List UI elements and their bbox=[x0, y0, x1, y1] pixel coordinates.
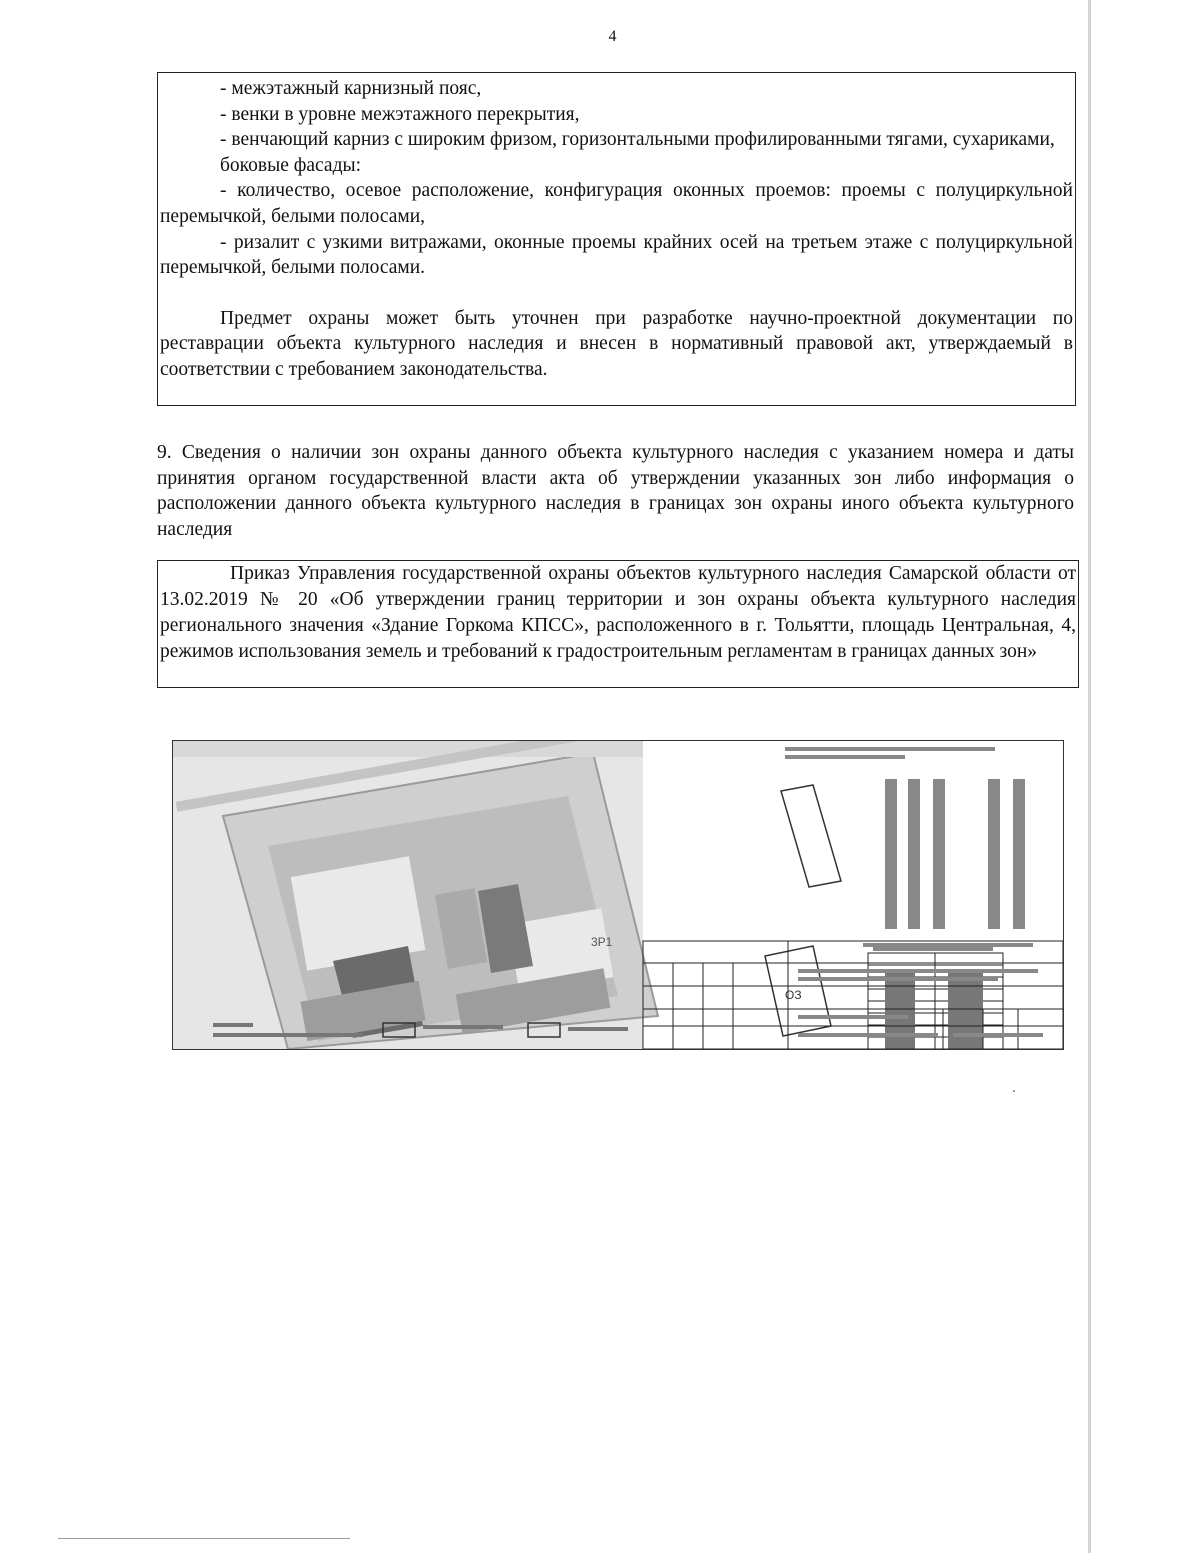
protection-zones-box bbox=[157, 560, 1079, 688]
zone-label-a: 3Р1 bbox=[591, 935, 613, 949]
protection-subject-box bbox=[157, 72, 1076, 406]
protection-item: - количество, осевое расположение, конфигурация оконных проемов: проемы с полуциркульной перемычкой, белыми полосами, bbox=[160, 180, 1073, 227]
scan-speck bbox=[1013, 1090, 1015, 1092]
zone-map-drawing bbox=[173, 741, 1063, 1049]
section-9-heading: 9. Сведения о наличии зон охраны данного объекта культурного наследия с указанием номера и даты принятия органом государственной власти акта об утверждении указанных зон либо информация о расположении данного объекта культурного наследия в границах зон охраны иного объекта культурного наследия bbox=[157, 442, 1074, 540]
zone-map bbox=[172, 740, 1064, 1050]
protection-item: - ризалит с узкими витражами, оконные проемы крайних осей на третьем этаже с полуциркульной перемычкой, белыми полосами. bbox=[160, 231, 1073, 279]
zone-label-b: ОЗ bbox=[785, 988, 802, 1002]
page-number: 4 bbox=[608, 28, 617, 45]
protection-item: - венки в уровне межэтажного перекрытия, bbox=[220, 103, 580, 125]
protection-subheading: боковые фасады: bbox=[220, 154, 362, 176]
protection-note: Предмет охраны может быть уточнен при разработке научно-проектной документации по реставрации объекта культурного наследия и внесен в нормативный правовой акт, утверждаемый в соответствии с требованием законодательства. bbox=[160, 307, 1073, 380]
protection-item: - межэтажный карнизный пояс, bbox=[220, 78, 482, 99]
footer-rule bbox=[58, 1538, 350, 1539]
protection-item: - венчающий карниз с широким фризом, горизонтальными профилированными тягами, сухариками, bbox=[220, 129, 1055, 151]
protection-zones-order: Приказ Управления государственной охраны объектов культурного наследия Самарской области от 13.02.2019 № 20 «Об утверждении границ территории и зон охраны объекта культурного наследия регионального значения «Здание Горкома КПСС», расположенного в г. Тольятти, площадь Центральная, 4, режимов использования земель и требований к градостроительным регламентам в границах данных зон» bbox=[160, 563, 1076, 662]
scan-edge bbox=[1088, 0, 1091, 1553]
